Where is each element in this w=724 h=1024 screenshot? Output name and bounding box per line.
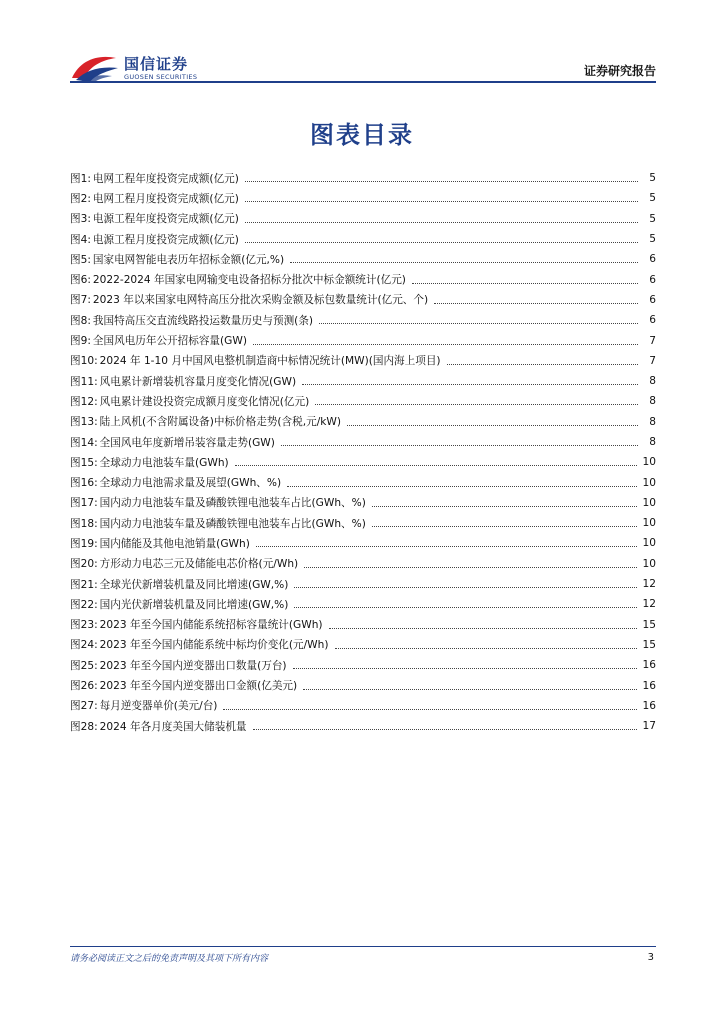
- toc-entry-label: 图13:: [70, 416, 98, 429]
- toc-entry-page: 5: [649, 172, 656, 185]
- toc-leader-dots: [245, 241, 638, 243]
- toc-entry-title: 2023 年至今国内储能系统招标容量统计(GWh): [99, 619, 323, 632]
- toc-entry-label: 图14:: [70, 436, 98, 449]
- toc-leader-dots: [302, 383, 638, 385]
- toc-entry-label: 图9:: [70, 335, 91, 348]
- toc-leader-dots: [245, 180, 638, 182]
- toc-entry-title: 国内储能及其他电池销量(GWh): [99, 537, 250, 550]
- toc-entry[interactable]: [70, 472, 656, 492]
- disclaimer-note: 请务必阅读正文之后的免责声明及其项下所有内容: [70, 954, 269, 964]
- toc-entry-title: 2023 年至今国内储能系统中标均价变化(元/Wh): [99, 639, 329, 652]
- toc-leader-dots: [281, 444, 638, 446]
- toc-entry-page: 5: [649, 212, 656, 225]
- toc-entry[interactable]: [70, 675, 656, 695]
- toc-entry[interactable]: [70, 574, 656, 594]
- toc-entry-title: 2024 年各月度美国大储装机量: [99, 720, 247, 733]
- toc-entry[interactable]: [70, 696, 656, 716]
- toc-entry-page: 10: [642, 557, 656, 570]
- toc-entry-page: 16: [642, 679, 656, 692]
- toc-entry-page: 8: [649, 375, 656, 388]
- toc-entry-title: 2023 年以来国家电网特高压分批次采购金额及标包数量统计(亿元、个): [92, 294, 429, 307]
- toc-entry-label: 图10:: [70, 355, 98, 368]
- toc-entry-page: 10: [642, 517, 656, 530]
- toc-leader-dots: [412, 282, 638, 284]
- toc-entry-page: 12: [642, 578, 656, 591]
- toc-entry-title: 2023 年至今国内逆变器出口金额(亿美元): [99, 680, 298, 693]
- toc-entry[interactable]: [70, 351, 656, 371]
- toc-leader-dots: [223, 708, 636, 710]
- toc-entry-page: 8: [649, 415, 656, 428]
- toc-leader-dots: [253, 343, 638, 345]
- toc-leader-dots: [335, 647, 637, 649]
- toc-entry-label: 图25:: [70, 659, 98, 672]
- toc-entry-title: 2023 年至今国内逆变器出口数量(万台): [99, 659, 287, 672]
- toc-entry[interactable]: [70, 594, 656, 614]
- toc-entry-page: 10: [642, 456, 656, 469]
- toc-entry[interactable]: [70, 310, 656, 330]
- toc-leader-dots: [287, 485, 636, 487]
- toc-entry-label: 图22:: [70, 598, 98, 611]
- toc-entry-title: 全国风电年度新增吊装容量走势(GW): [99, 436, 275, 449]
- toc-entry-page: 8: [649, 395, 656, 408]
- toc-leader-dots: [372, 525, 637, 527]
- toc-entry-title: 电网工程月度投资完成额(亿元): [92, 192, 239, 205]
- toc-leader-dots: [447, 363, 638, 365]
- toc-entry-label: 图28:: [70, 720, 98, 733]
- toc-entry-page: 15: [642, 618, 656, 631]
- toc-leader-dots: [290, 261, 638, 263]
- toc-entry-page: 16: [642, 659, 656, 672]
- toc-entry-label: 图20:: [70, 558, 98, 571]
- toc-entry-page: 8: [649, 436, 656, 448]
- toc-entry-title: 全国风电历年公开招标容量(GW): [92, 335, 247, 348]
- toc-entry-label: 图3:: [70, 213, 91, 226]
- toc-entry-label: 图1:: [70, 172, 91, 185]
- toc-entry-label: 图12:: [70, 395, 98, 408]
- toc-entry-label: 图8:: [70, 314, 91, 327]
- toc-entry[interactable]: [70, 229, 656, 249]
- toc-entry[interactable]: [70, 209, 656, 229]
- toc-entry[interactable]: [70, 533, 656, 553]
- toc-entry-title: 电源工程年度投资完成额(亿元): [92, 213, 239, 226]
- toc-entry-page: 6: [649, 293, 656, 306]
- toc-entry-label: 图2:: [70, 192, 91, 205]
- toc-entry-page: 17: [642, 720, 656, 733]
- toc-entry-label: 图23:: [70, 619, 98, 632]
- toc-entry[interactable]: [70, 513, 656, 533]
- toc-leader-dots: [347, 424, 638, 426]
- toc-entry-title: 方形动力电芯三元及储能电芯价格(元/Wh): [99, 558, 299, 571]
- toc-entry-page: 12: [642, 598, 656, 611]
- toc-leader-dots: [245, 221, 638, 223]
- toc-entry[interactable]: [70, 269, 656, 289]
- toc-entry-label: 图16:: [70, 477, 98, 490]
- toc-entry-label: 图19:: [70, 537, 98, 550]
- toc-entry-title: 国内动力电池装车量及磷酸铁锂电池装车占比(GWh、%): [99, 517, 366, 530]
- toc-entry-title: 电源工程月度投资完成额(亿元): [92, 233, 239, 246]
- toc-entry[interactable]: [70, 188, 656, 208]
- toc-entry[interactable]: [70, 655, 656, 675]
- toc-entry-page: 10: [642, 537, 656, 550]
- page-number: 3: [647, 952, 654, 963]
- toc-entry[interactable]: [70, 330, 656, 350]
- toc-leader-dots: [434, 302, 638, 304]
- toc-entry-label: 图26:: [70, 680, 98, 693]
- toc-leader-dots: [304, 566, 636, 568]
- toc-entry-page: 7: [649, 354, 656, 367]
- toc-entry[interactable]: [70, 391, 656, 411]
- toc-entry[interactable]: [70, 371, 656, 391]
- toc-entry-page: 10: [642, 496, 656, 509]
- toc-entry-page: 6: [649, 273, 656, 286]
- toc-entry-page: 5: [649, 233, 656, 246]
- toc-leader-dots: [235, 464, 637, 466]
- toc-entry-label: 图27:: [70, 700, 98, 713]
- toc-entry-label: 图18:: [70, 517, 98, 530]
- footer-divider: [70, 946, 656, 947]
- toc-entry-title: 2024 年 1-10 月中国风电整机制造商中标情况统计(MW)(国内海上项目): [99, 355, 441, 368]
- toc-entry-title: 2022-2024 年国家电网输变电设备招标分批次中标金额统计(亿元): [92, 274, 406, 287]
- toc-leader-dots: [303, 688, 636, 690]
- toc-entry-title: 每月逆变器单价(美元/台): [99, 700, 218, 713]
- toc-entry[interactable]: [70, 493, 656, 513]
- toc-entry-title: 全球动力电池需求量及展望(GWh、%): [99, 477, 282, 490]
- toc-entry-page: 6: [649, 314, 656, 327]
- toc-entry[interactable]: [70, 635, 656, 655]
- toc-entry-label: 图6:: [70, 274, 91, 287]
- toc-leader-dots: [329, 627, 637, 629]
- toc-entry-label: 图15:: [70, 456, 98, 469]
- guosen-logo-icon: [70, 52, 120, 84]
- logo-text-en: GUOSEN SECURITIES: [124, 73, 198, 81]
- header-divider: [70, 81, 656, 83]
- toc-leader-dots: [253, 728, 637, 730]
- toc-leader-dots: [245, 200, 638, 202]
- toc-entry[interactable]: [70, 412, 656, 432]
- toc-entry-label: 图21:: [70, 578, 98, 591]
- page-title: 图表目录: [310, 121, 414, 149]
- toc-entry[interactable]: [70, 249, 656, 269]
- toc-entry[interactable]: [70, 168, 656, 188]
- toc-entry-page: 16: [642, 699, 656, 712]
- toc-entry-page: 7: [649, 334, 656, 347]
- toc-entry[interactable]: [70, 432, 656, 452]
- toc-entry[interactable]: [70, 716, 656, 736]
- toc-entry-title: 风电累计建设投资完成额月度变化情况(亿元): [99, 395, 310, 408]
- toc-entry-page: 5: [649, 192, 656, 205]
- toc-leader-dots: [293, 667, 637, 669]
- logo-text-cn: 国信证券: [124, 55, 189, 73]
- toc-entry-title: 电网工程年度投资完成额(亿元): [92, 172, 239, 185]
- toc-entry-title: 全球光伏新增装机量及同比增速(GW,%): [99, 578, 289, 591]
- toc-entry-label: 图7:: [70, 294, 91, 307]
- toc-entry-title: 我国特高压交直流线路投运数量历史与预测(条): [92, 314, 314, 327]
- guosen-logo: [70, 52, 210, 84]
- toc-entry[interactable]: [70, 452, 656, 472]
- toc-leader-dots: [294, 586, 636, 588]
- toc-leader-dots: [256, 545, 637, 547]
- toc-entry-page: 15: [642, 638, 656, 651]
- toc-entry-label: 图4:: [70, 233, 91, 246]
- toc-entry-title: 国内动力电池装车量及磷酸铁锂电池装车占比(GWh、%): [99, 497, 366, 510]
- toc-entry-page: 10: [642, 476, 656, 489]
- toc-leader-dots: [294, 606, 636, 608]
- toc-entry[interactable]: [70, 615, 656, 635]
- page-header: [0, 0, 724, 90]
- toc-entry[interactable]: [70, 554, 656, 574]
- toc-entry-label: 图5:: [70, 253, 91, 266]
- toc-entry-title: 国家电网智能电表历年招标金额(亿元,%): [92, 253, 285, 266]
- toc-leader-dots: [372, 505, 637, 507]
- toc-entry-label: 图24:: [70, 639, 98, 652]
- toc-entry-label: 图17:: [70, 497, 98, 510]
- toc-entry-page: 6: [649, 253, 656, 266]
- toc-entry-title: 风电累计新增装机容量月度变化情况(GW): [99, 375, 297, 388]
- toc-entry-title: 全球动力电池装车量(GWh): [99, 456, 229, 469]
- toc-entry-title: 陆上风机(不含附属设备)中标价格走势(含税,元/kW): [99, 416, 342, 429]
- report-type-label: 证券研究报告: [583, 64, 656, 78]
- toc-leader-dots: [315, 403, 638, 405]
- toc-entry-label: 图11:: [70, 375, 98, 388]
- table-of-figures: [70, 168, 656, 736]
- toc-leader-dots: [319, 322, 638, 324]
- toc-entry-title: 国内光伏新增装机量及同比增速(GW,%): [99, 598, 289, 611]
- toc-entry[interactable]: [70, 290, 656, 310]
